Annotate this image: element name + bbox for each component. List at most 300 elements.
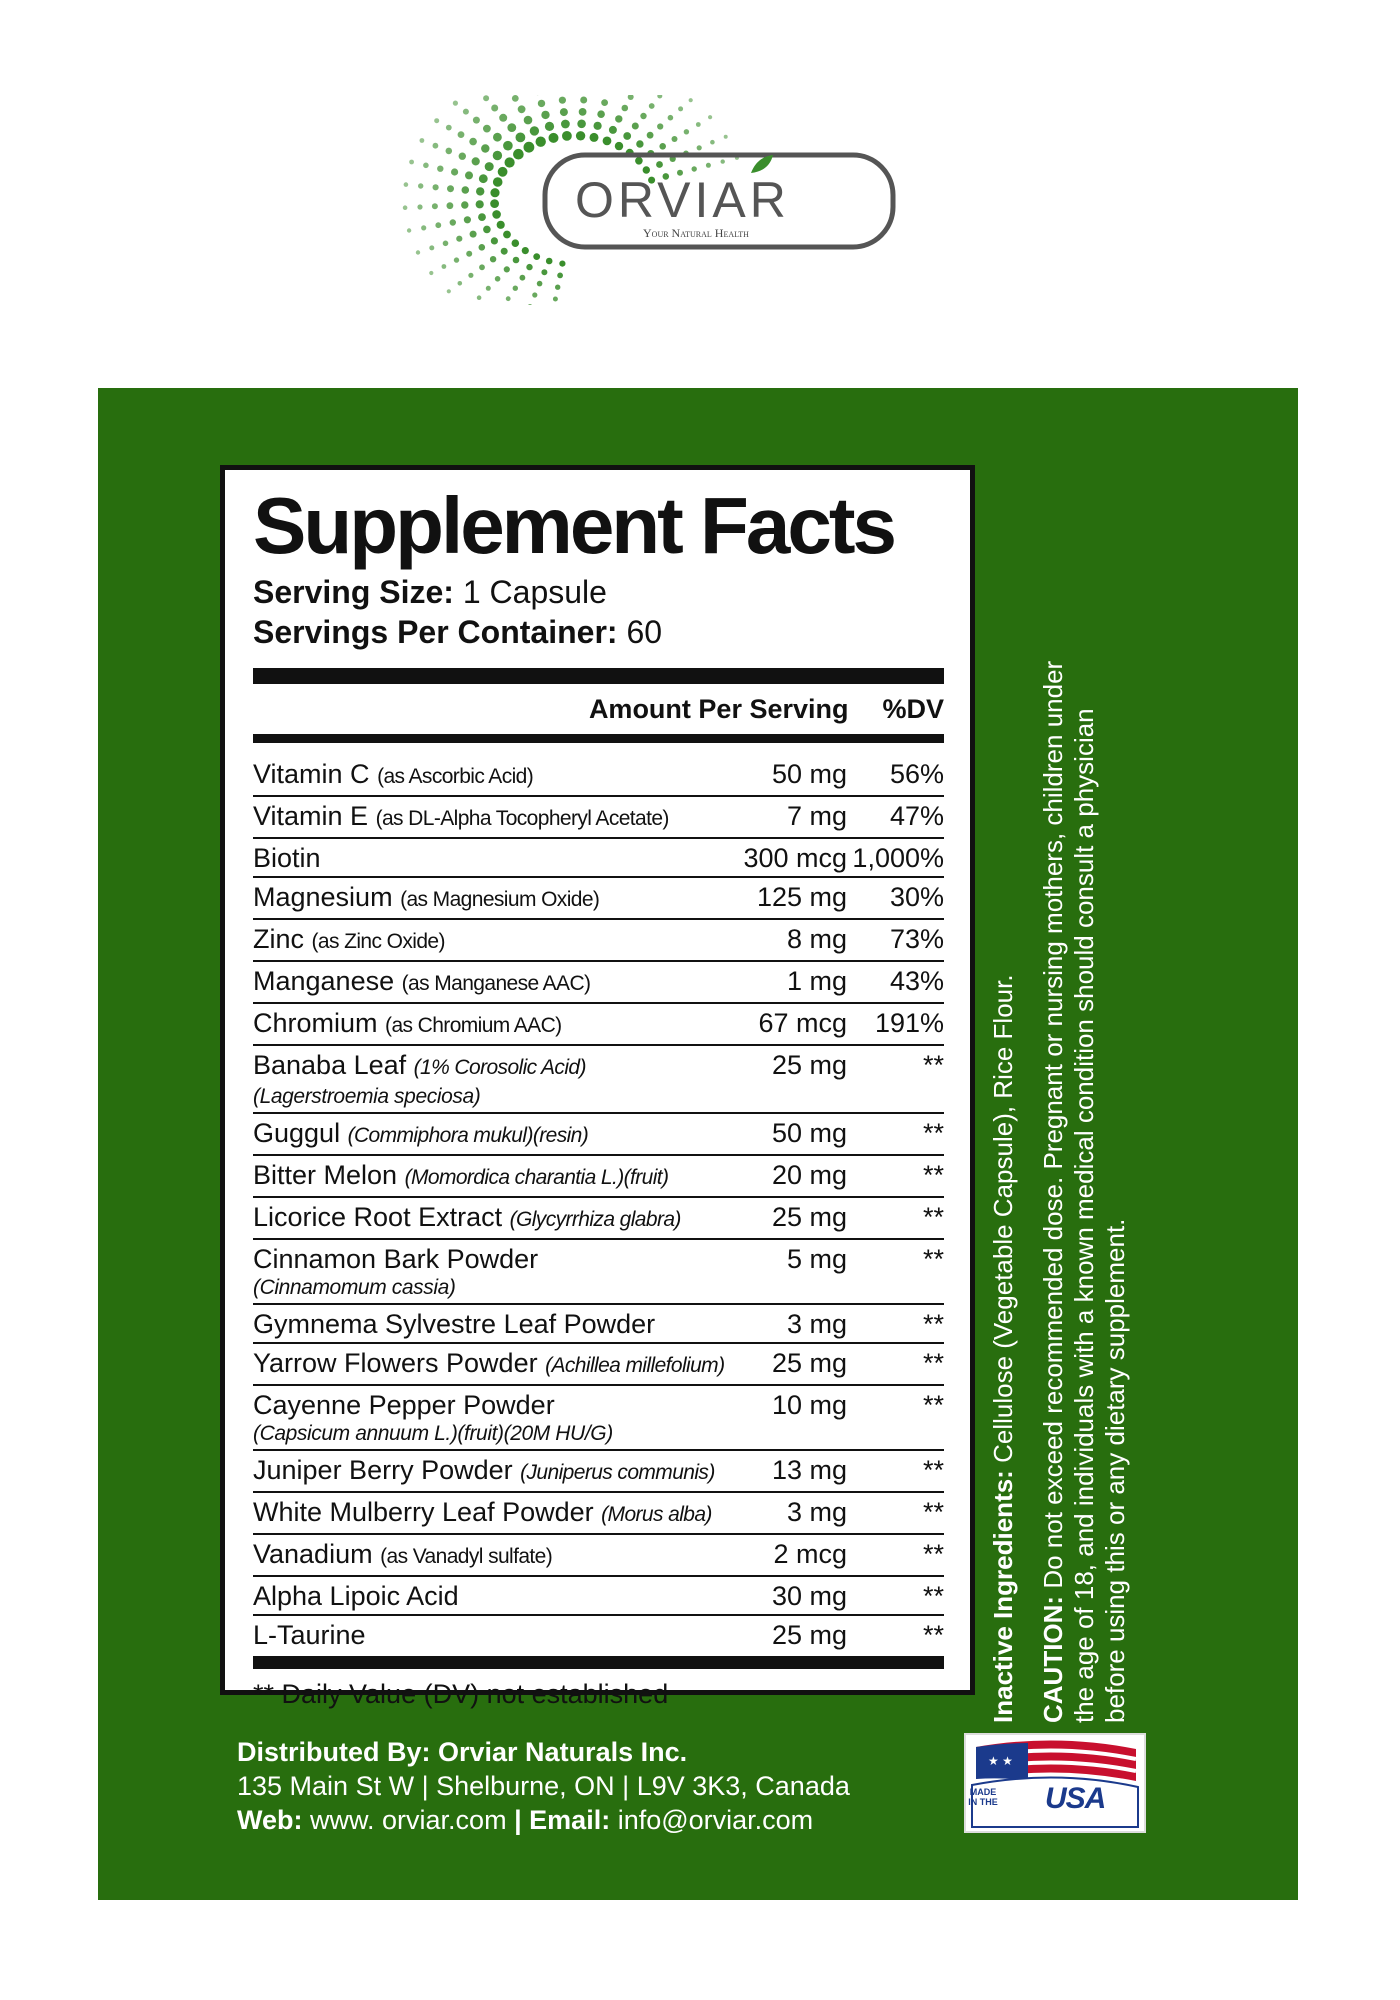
nutrient-row xyxy=(253,755,944,797)
column-header xyxy=(253,684,944,743)
nutrient-row xyxy=(253,1577,944,1616)
logo-dot xyxy=(501,248,508,255)
logo-dot xyxy=(555,285,560,290)
logo-dot xyxy=(657,95,662,99)
nutrient-dv: 73% xyxy=(889,924,944,954)
side-notes xyxy=(988,648,1148,1723)
nutrient-amount: 25 mg xyxy=(771,1202,847,1232)
nutrient-amount: 13 mg xyxy=(771,1455,847,1485)
logo-dot xyxy=(437,166,443,172)
nutrient-amount: 3 mg xyxy=(786,1309,847,1339)
nutrient-dv: 47% xyxy=(889,801,944,831)
logo-dot xyxy=(594,122,602,130)
facts-title: Supplement Facts xyxy=(253,481,895,570)
logo-dot xyxy=(590,133,599,142)
nutrient-name: Magnesium xyxy=(253,882,393,912)
logo-dot xyxy=(721,159,725,163)
logo-dot xyxy=(491,237,498,244)
logo-dot xyxy=(506,296,511,301)
nutrient-name-cell xyxy=(253,800,737,835)
logo-dot xyxy=(507,123,516,132)
nutrient-desc: (Juniperus communis) xyxy=(520,1461,715,1484)
nutrient-dv: ** xyxy=(922,1455,944,1485)
servings-label: Servings Per Container: xyxy=(253,614,618,650)
logo-dot xyxy=(603,137,612,146)
logo-dot xyxy=(530,126,539,135)
nutrient-amount: 20 mg xyxy=(771,1160,847,1190)
logo-dot xyxy=(463,109,469,115)
leaf-icon xyxy=(751,155,773,173)
distributor-line: Distributed By: Orviar Naturals Inc. xyxy=(237,1737,688,1767)
logo-dot xyxy=(407,228,411,232)
logo-dot xyxy=(470,231,477,238)
nutrient-name-cell xyxy=(253,1389,737,1447)
logo-brand: ORVIAR xyxy=(575,172,790,228)
logo-dot xyxy=(421,225,426,230)
nutrient-dv: 30% xyxy=(889,882,944,912)
nutrient-desc: (Morus alba) xyxy=(601,1503,712,1526)
nutrient-amount: 7 mg xyxy=(786,801,847,831)
logo-dot xyxy=(512,239,520,247)
logo-dot xyxy=(446,125,452,131)
logo-dot xyxy=(657,123,663,129)
logo-dot xyxy=(476,187,484,195)
logo-dot xyxy=(640,113,646,119)
logo-dot xyxy=(512,95,519,102)
nutrient-amount: 10 mg xyxy=(771,1390,847,1420)
nutrient-name-cell xyxy=(253,965,737,1000)
nutrient-name: Juniper Berry Powder xyxy=(253,1455,513,1485)
logo-dot xyxy=(632,123,639,130)
nutrient-name-cell xyxy=(253,1159,737,1194)
logo-dot xyxy=(561,120,570,129)
nutrient-name-cell xyxy=(253,1580,737,1612)
logo-dot xyxy=(505,157,515,167)
logo-dot xyxy=(486,286,491,291)
logo-dot xyxy=(446,148,453,155)
nutrient-desc: (as Vanadyl sulfate) xyxy=(380,1545,553,1568)
logo-dot xyxy=(659,143,666,150)
inactive-text: Cellulose (Vegetable Capsule), Rice Flour. xyxy=(988,974,1018,1463)
distributor-info xyxy=(237,1735,850,1837)
nutrient-name: Yarrow Flowers Powder xyxy=(253,1348,538,1378)
nutrient-name-cell xyxy=(253,1496,737,1531)
logo-dot xyxy=(541,269,547,275)
logo-dot xyxy=(483,226,491,234)
logo-dot xyxy=(706,163,711,168)
nutrient-row xyxy=(253,1240,944,1305)
nutrient-desc: (Momordica charantia L.)(fruit) xyxy=(404,1166,669,1189)
logo-dot xyxy=(615,142,623,150)
nutrient-desc: (Glycyrrhiza glabra) xyxy=(509,1208,681,1231)
nutrient-amount: 8 mg xyxy=(786,924,847,954)
logo-dot xyxy=(516,133,526,143)
logo-dot xyxy=(541,111,549,119)
logo-dot xyxy=(615,115,622,122)
logo-dot xyxy=(724,135,728,139)
logo-dot xyxy=(442,264,447,269)
logo-dot xyxy=(478,213,486,221)
logo-dot xyxy=(483,125,491,133)
logo-dot xyxy=(668,115,674,121)
caution xyxy=(1038,648,1131,1723)
caution-text: Do not exceed recommended dose. Pregnant or nursing mothers, children under the age of 18, and individuals with a known medical condition should consult a physician before using this or any dietary supplement. xyxy=(1038,660,1130,1723)
nutrient-dv: ** xyxy=(922,1539,944,1569)
nutrient-name: Manganese xyxy=(253,966,395,996)
nutrient-amount: 300 mcg xyxy=(743,843,847,873)
logo-dot xyxy=(447,202,454,209)
contact-separator: | xyxy=(514,1805,522,1835)
logo-dot xyxy=(423,163,429,169)
nutrient-desc: (as Magnesium Oxide) xyxy=(400,888,600,911)
logo-dot xyxy=(532,292,537,297)
nutrient-name-cell xyxy=(253,758,737,793)
serving-size-value: 1 Capsule xyxy=(462,574,607,610)
logo-dot xyxy=(526,264,532,270)
logo-dot xyxy=(684,129,689,134)
logo-dot xyxy=(635,157,643,165)
logo-dot xyxy=(672,136,678,142)
nutrient-desc: (Achillea millefolium) xyxy=(545,1354,725,1377)
logo-dot xyxy=(560,108,568,116)
logo-dot xyxy=(493,133,502,142)
nutrient-amount: 5 mg xyxy=(786,1244,847,1274)
logo-dot xyxy=(491,105,498,112)
logo-dot xyxy=(490,199,499,208)
nutrient-amount: 50 mg xyxy=(771,759,847,789)
nutrient-name: Chromium xyxy=(253,1008,378,1038)
nutrient-name: Vitamin C xyxy=(253,759,370,789)
nutrient-name-cell xyxy=(253,1347,737,1382)
nutrient-row xyxy=(253,1535,944,1577)
logo-dot xyxy=(524,142,535,153)
nutrient-dv: 56% xyxy=(889,759,944,789)
logo-dot xyxy=(473,117,480,124)
logo-dot xyxy=(546,258,553,265)
logo-dot xyxy=(451,168,458,175)
nutrient-amount: 30 mg xyxy=(771,1581,847,1611)
nutrient-name: Alpha Lipoic Acid xyxy=(253,1581,459,1611)
nutrient-row xyxy=(253,1305,944,1344)
nutrient-amount: 25 mg xyxy=(771,1348,847,1378)
logo-dot xyxy=(559,261,565,267)
nutrient-row xyxy=(253,878,944,920)
logo-dot xyxy=(623,132,631,140)
logo-dot xyxy=(462,186,470,194)
nutrient-row xyxy=(253,1344,944,1386)
logo-dot xyxy=(497,221,505,229)
logo-dot xyxy=(549,133,559,143)
nutrient-list xyxy=(253,755,944,1653)
logo-dot xyxy=(476,200,484,208)
nutrient-dv: ** xyxy=(922,1202,944,1232)
nutrient-name-cell xyxy=(253,1619,737,1651)
logo-dot xyxy=(577,120,586,129)
logo-dot xyxy=(479,244,486,251)
nutrient-name-cell xyxy=(253,1538,737,1573)
usa-text: USA xyxy=(1045,1782,1106,1815)
nutrient-name-cell xyxy=(253,1308,737,1340)
nutrient-amount: 50 mg xyxy=(771,1118,847,1148)
nutrient-dv: ** xyxy=(922,1497,944,1527)
logo-dot xyxy=(622,105,629,112)
logo-dot xyxy=(458,281,463,286)
logo-dot xyxy=(536,137,546,147)
nutrient-dv: 1,000% xyxy=(852,843,944,873)
logo-dot xyxy=(417,204,422,209)
nutrient-name-cell xyxy=(253,923,737,958)
logo-dot xyxy=(443,241,449,247)
logo-dot xyxy=(537,281,543,287)
logo-dot xyxy=(513,149,524,160)
logo-dot xyxy=(636,140,643,147)
logo-dot xyxy=(559,97,566,104)
nutrient-amount: 125 mg xyxy=(756,882,847,912)
logo-dot xyxy=(447,185,454,192)
logo-dot xyxy=(649,103,655,109)
nutrient-desc: (as Ascorbic Acid) xyxy=(377,765,534,788)
dv-header: %DV xyxy=(882,693,944,724)
divider-bar xyxy=(253,668,944,684)
logo-dot xyxy=(493,177,503,187)
nutrient-name: Banaba Leaf xyxy=(253,1050,407,1080)
logo-dot xyxy=(450,219,456,225)
logo-dot xyxy=(597,110,605,118)
nutrient-name: Cayenne Pepper Powder xyxy=(253,1390,555,1420)
logo-dot xyxy=(409,160,414,165)
logo-dot xyxy=(689,98,693,102)
nutrient-amount: 1 mg xyxy=(786,966,847,996)
nutrient-desc: (as Chromium AAC) xyxy=(385,1014,562,1037)
nutrient-name: Gymnema Sylvestre Leaf Powder xyxy=(253,1309,656,1339)
logo-dot xyxy=(533,253,540,260)
logo-dot xyxy=(576,131,585,140)
address-line: 135 Main St W | Shelburne, ON | L9V 3K3, Canada xyxy=(237,1771,850,1801)
nutrient-subtext: (Capsicum annuum L.)(fruit)(20M HU/G) xyxy=(253,1422,613,1445)
logo-dot xyxy=(503,141,513,151)
nutrient-dv: ** xyxy=(922,1118,944,1148)
nutrient-dv: ** xyxy=(922,1390,944,1420)
nutrient-dv: 191% xyxy=(874,1008,944,1038)
logo-dot xyxy=(522,247,529,254)
nutrient-amount: 25 mg xyxy=(771,1050,847,1080)
logo-dot xyxy=(545,122,554,131)
logo-dot xyxy=(710,140,715,145)
logo-dot xyxy=(493,151,502,160)
logo-dot xyxy=(461,201,468,208)
serving-size-label: Serving Size: xyxy=(253,574,454,610)
nutrient-dv: ** xyxy=(922,1309,944,1339)
logo-dot xyxy=(420,138,425,143)
logo-dot xyxy=(697,145,702,150)
nutrient-name: Bitter Melon xyxy=(253,1160,398,1190)
logo-dot xyxy=(472,157,480,165)
logo-dot xyxy=(479,264,485,270)
logo-dot xyxy=(580,97,587,104)
web-label: Web: xyxy=(237,1805,303,1835)
nutrient-name: White Mulberry Leaf Powder xyxy=(253,1497,594,1527)
logo-dot xyxy=(504,266,510,272)
logo-dot xyxy=(434,118,439,123)
logo-dot xyxy=(538,100,545,107)
logo-dot xyxy=(416,250,420,254)
logo-dot xyxy=(403,205,408,210)
logo-dot xyxy=(503,231,511,239)
nutrient-desc: (1% Corosolic Acid) xyxy=(413,1056,586,1079)
nutrient-dv: ** xyxy=(922,1348,944,1378)
logo-dot xyxy=(456,236,462,242)
logo-dot xyxy=(492,210,501,219)
logo-dot xyxy=(459,153,466,160)
nutrient-dv: 43% xyxy=(889,966,944,996)
contact-line xyxy=(237,1803,850,1837)
nutrient-row xyxy=(253,1493,944,1535)
logo-dot xyxy=(520,275,526,281)
nutrient-desc: (Commiphora mukul)(resin) xyxy=(347,1124,589,1147)
amount-header: Amount Per Serving xyxy=(588,693,849,724)
nutrient-name-cell xyxy=(253,842,737,874)
nutrient-row xyxy=(253,839,944,878)
nutrient-dv: ** xyxy=(922,1160,944,1190)
logo-dot xyxy=(433,184,439,190)
nutrient-name: Zinc xyxy=(253,924,305,954)
nutrient-row xyxy=(253,1046,944,1114)
web-link[interactable]: www. orviar.com xyxy=(310,1805,507,1835)
nutrient-row xyxy=(253,1616,944,1653)
logo-dot xyxy=(513,257,520,264)
logo-dot xyxy=(468,273,473,278)
logo-dot xyxy=(490,256,496,262)
logo-dot xyxy=(481,144,489,152)
nutrient-row xyxy=(253,1451,944,1493)
logo-dot xyxy=(453,101,458,106)
nutrient-subtext: (Lagerstroemia speciosa) xyxy=(253,1085,481,1108)
nutrient-row xyxy=(253,1114,944,1156)
divider-bar xyxy=(253,1656,944,1669)
logo-dot xyxy=(485,162,494,171)
logo-dot xyxy=(708,115,712,119)
logo-dot xyxy=(628,95,634,100)
nutrient-desc: (as Zinc Oxide) xyxy=(311,930,445,953)
nutrient-name: Vitamin E xyxy=(253,801,369,831)
caution-label: CAUTION: xyxy=(1038,1595,1068,1723)
logo-dot xyxy=(447,289,451,293)
logo-dot xyxy=(557,273,563,279)
nutrient-desc: (as DL-Alpha Tocopheryl Acetate) xyxy=(375,807,669,830)
inactive-ingredients xyxy=(988,648,1019,1723)
servings-per-container xyxy=(253,612,944,652)
nutrient-name: Licorice Root Extract xyxy=(253,1202,503,1232)
nutrient-name-cell xyxy=(253,1049,737,1110)
serving-size xyxy=(253,572,944,612)
nutrient-name-cell xyxy=(253,1201,737,1236)
logo-dot xyxy=(656,161,663,168)
nutrient-name-cell xyxy=(253,1243,737,1301)
nutrient-dv: ** xyxy=(922,1581,944,1611)
logo-dot xyxy=(528,304,533,305)
logo-dot xyxy=(418,183,423,188)
logo-dot xyxy=(562,131,572,141)
nutrient-amount: 67 mcg xyxy=(758,1008,847,1038)
nutrient-name-cell xyxy=(253,1454,737,1489)
dv-footnote: ** Daily Value (DV) not established xyxy=(253,1679,669,1709)
nutrient-row xyxy=(253,1004,944,1046)
nutrient-row xyxy=(253,1386,944,1451)
nutrient-dv: ** xyxy=(922,1050,944,1080)
logo-dot xyxy=(465,171,473,179)
nutrient-row xyxy=(253,962,944,1004)
nutrient-dv: ** xyxy=(922,1244,944,1274)
nutrient-name: Cinnamon Bark Powder xyxy=(253,1244,539,1274)
orviar-logo xyxy=(385,95,905,305)
logo-dot xyxy=(464,216,471,223)
logo-dot xyxy=(647,132,654,139)
nutrient-row xyxy=(253,1156,944,1198)
nutrient-name-cell xyxy=(253,1117,737,1152)
logo-dot xyxy=(678,106,683,111)
logo-tagline: Your Natural Health xyxy=(643,226,749,240)
nutrient-name: Vanadium xyxy=(253,1539,373,1569)
nutrient-row xyxy=(253,797,944,839)
logo-dot xyxy=(513,286,518,291)
nutrient-name: Guggul xyxy=(253,1118,341,1148)
logo-dot xyxy=(495,276,501,282)
nutrient-row xyxy=(253,1198,944,1240)
logo-dot xyxy=(524,116,533,125)
logo-dot xyxy=(458,131,465,138)
logo-dot xyxy=(579,108,587,116)
logo-dot xyxy=(404,182,409,187)
logo-dot xyxy=(477,295,482,300)
made-in-text: MADE IN THE xyxy=(968,1787,998,1807)
svg-text:★ ★: ★ ★ xyxy=(988,1754,1013,1768)
logo-dot xyxy=(466,251,472,257)
logo-dot xyxy=(469,138,477,146)
logo-dot xyxy=(490,188,499,197)
logo-dot xyxy=(479,174,488,183)
logo-dot xyxy=(435,222,441,228)
email-link[interactable]: info@orviar.com xyxy=(617,1805,814,1835)
logo-dot xyxy=(499,114,507,122)
nutrient-name-cell xyxy=(253,1007,737,1042)
nutrient-name: Biotin xyxy=(253,843,321,873)
logo-dot xyxy=(601,99,608,106)
logo-dot xyxy=(553,297,558,302)
logo-dot xyxy=(692,166,697,171)
logo-dot xyxy=(609,126,617,134)
supplement-facts-panel xyxy=(220,465,975,1709)
nutrient-subtext: (Cinnamomum cassia) xyxy=(253,1276,456,1299)
logo-dot xyxy=(429,271,433,275)
nutrient-dv: ** xyxy=(922,1620,944,1650)
nutrient-amount: 3 mg xyxy=(786,1497,847,1527)
servings-value: 60 xyxy=(626,614,663,650)
logo-dot xyxy=(432,203,438,209)
logo-dot xyxy=(433,143,439,149)
nutrient-amount: 25 mg xyxy=(771,1620,847,1650)
logo-dot xyxy=(696,122,701,127)
nutrient-name: L-Taurine xyxy=(253,1620,366,1650)
nutrient-desc: (as Manganese AAC) xyxy=(401,972,591,995)
logo-dot xyxy=(429,245,434,250)
inactive-label: Inactive Ingredients: xyxy=(988,1470,1018,1723)
logo-dot xyxy=(498,167,508,177)
logo-dot xyxy=(518,105,526,113)
logo-dot xyxy=(483,95,489,101)
nutrient-row xyxy=(253,920,944,962)
logo-dot xyxy=(454,257,459,262)
nutrient-name-cell xyxy=(253,881,737,916)
